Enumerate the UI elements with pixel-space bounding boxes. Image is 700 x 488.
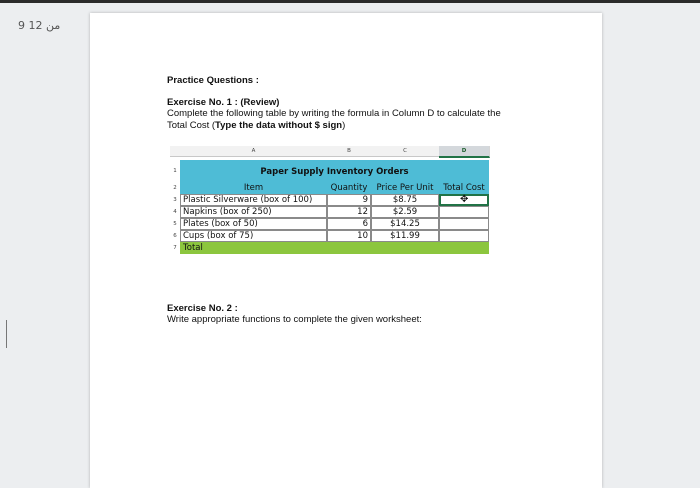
header-quantity: Quantity [327, 182, 371, 194]
text-caret [6, 320, 7, 348]
col-header-d: D [439, 146, 490, 158]
cell-quantity: 12 [327, 206, 371, 218]
cell-quantity: 9 [327, 194, 371, 206]
practice-heading: Practice Questions : [167, 75, 259, 86]
col-header-c: C [371, 146, 440, 157]
cell-item: Cups (box of 75) [180, 230, 327, 242]
row-number: 6 [173, 233, 177, 239]
row-number: 4 [173, 209, 177, 215]
row-number: 2 [173, 185, 177, 191]
sheet-title: Paper Supply Inventory Orders [180, 160, 489, 182]
cell-quantity: 6 [327, 218, 371, 230]
header-item: Item [180, 182, 327, 194]
cell-item: Plastic Silverware (box of 100) [180, 194, 327, 206]
col-header-b: B [327, 146, 372, 157]
line2-prefix: Total Cost ( [167, 120, 216, 131]
row-number: 1 [173, 168, 177, 174]
row-number: 3 [173, 197, 177, 203]
total-row: Total [180, 242, 489, 254]
cell-total [439, 230, 489, 242]
cell-price: $14.25 [371, 218, 439, 230]
cell-quantity: 10 [327, 230, 371, 242]
line2-bold-note: Type the data without $ sign [215, 120, 343, 131]
cell-price: $8.75 [371, 194, 439, 206]
exercise1-title: Exercise No. 1 : (Review) [167, 97, 280, 108]
spreadsheet-image [170, 146, 490, 270]
page-counter: 9 من 12 [18, 19, 61, 32]
line2-suffix: ) [342, 120, 346, 131]
cell-price: $11.99 [371, 230, 439, 242]
exercise1-instruction-line2 [167, 120, 345, 131]
window-top-edge [0, 0, 700, 3]
row-number: 7 [173, 245, 177, 251]
cell-total [439, 206, 489, 218]
header-price: Price Per Unit [371, 182, 439, 194]
header-total-cost: Total Cost [439, 182, 489, 194]
row-number: 5 [173, 221, 177, 227]
exercise1-instruction-line1: Complete the following table by writing the formula in Column D to calculate the [167, 108, 501, 119]
cell-item: Plates (box of 50) [180, 218, 327, 230]
cell-item: Napkins (box of 250) [180, 206, 327, 218]
exercise2-title: Exercise No. 2 : [167, 303, 238, 314]
document-page [90, 13, 602, 488]
exercise2-instruction: Write appropriate functions to complete the given worksheet: [167, 314, 422, 325]
col-header-a: A [180, 146, 328, 157]
cell-cursor-icon: ✥ [460, 194, 469, 205]
cell-price: $2.59 [371, 206, 439, 218]
cell-total [439, 218, 489, 230]
